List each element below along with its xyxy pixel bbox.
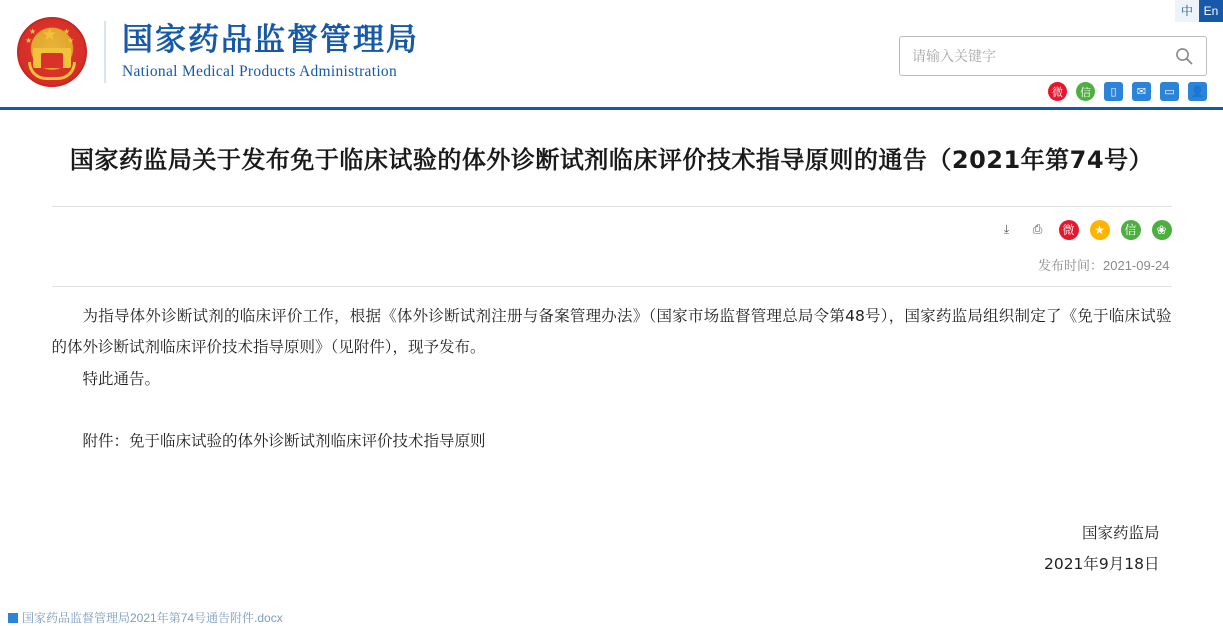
brand-title-cn: 国家药品监督管理局 [122, 22, 419, 59]
national-emblem-icon: ★ ★ ★ ★ ★ [14, 14, 90, 90]
weibo-icon[interactable]: 微 [1048, 82, 1067, 101]
share-favorite-icon[interactable]: ★ [1090, 220, 1110, 240]
article-body [52, 301, 1172, 458]
lang-en-button[interactable]: En [1199, 0, 1223, 22]
search-box[interactable] [899, 36, 1207, 76]
signature-org: 国家药监局 [1081, 523, 1160, 542]
publish-time-label: 发布时间： [1037, 257, 1103, 273]
lang-zh-button[interactable]: 中 [1175, 0, 1199, 22]
attachment-footnote[interactable] [8, 609, 283, 626]
attachment-link[interactable]: 附件：免于临床试验的体外诊断试剂临床评价技术指导原则 [82, 431, 486, 450]
paragraph: 特此通告。 [82, 370, 161, 389]
publish-time [52, 255, 1172, 274]
share-weibo-icon[interactable]: 微 [1059, 220, 1079, 240]
attachment-footnote-label: 国家药品监督管理局2021年第74号通告附件.docx [22, 611, 283, 625]
signature-date: 2021年9月18日 [1043, 554, 1160, 573]
wechat-icon[interactable]: 信 [1076, 82, 1095, 101]
page-title: 国家药监局关于发布免于临床试验的体外诊断试剂临床评价技术指导原则的通告（2021年第74号） [69, 146, 1154, 174]
paragraph: 为指导体外诊断试剂的临床评价工作，根据《体外诊断试剂注册与备案管理办法》（国家市场监督管理总局令第48号），国家药监局组织制定了《免于临床试验的体外诊断试剂临床评价技术指导原则》（见附件），现予发布。 [51, 306, 1172, 357]
search-button[interactable] [1162, 37, 1206, 75]
language-switch[interactable] [1175, 0, 1223, 22]
message-icon[interactable]: ▭ [1160, 82, 1179, 101]
search-icon [1174, 46, 1194, 66]
search-input[interactable] [900, 48, 1162, 64]
mail-icon[interactable]: ✉ [1132, 82, 1151, 101]
divider [52, 286, 1172, 287]
article-toolbar[interactable] [52, 206, 1172, 245]
brand-divider [104, 21, 106, 83]
user-icon[interactable]: 👤 [1188, 82, 1207, 101]
signature [52, 518, 1172, 580]
article [22, 110, 1172, 625]
brand-title-en: National Medical Products Administration [122, 62, 398, 80]
site-header [0, 0, 1223, 110]
brand[interactable] [14, 14, 419, 90]
social-links[interactable] [1048, 82, 1207, 101]
print-icon[interactable]: ⎙ [1032, 222, 1043, 237]
brand-text [122, 23, 419, 81]
share-wechat-icon[interactable]: 信 [1121, 220, 1141, 240]
mobile-icon[interactable]: ▯ [1104, 82, 1123, 101]
publish-time-value: 2021-09-24 [1103, 257, 1170, 273]
download-icon[interactable]: ⤓ [1003, 222, 1010, 237]
share-wechat-moments-icon[interactable]: ❀ [1152, 220, 1172, 240]
